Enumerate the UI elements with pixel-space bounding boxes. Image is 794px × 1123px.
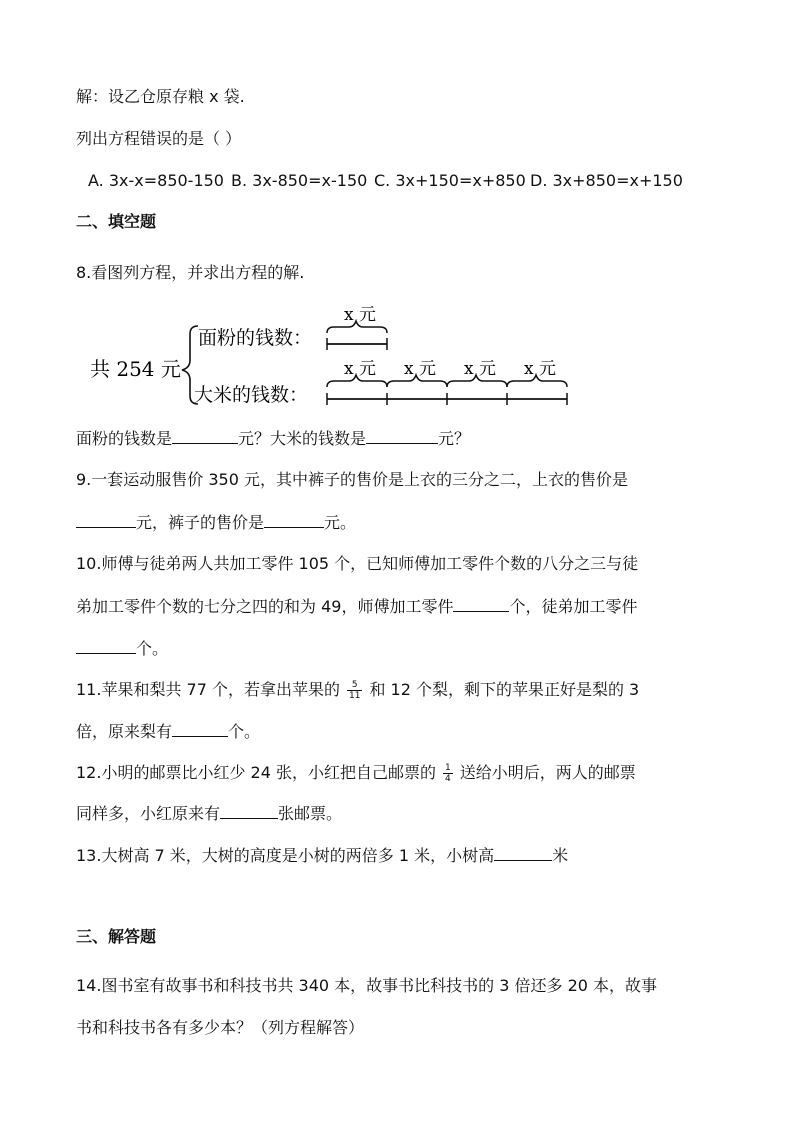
q13-blank-height[interactable]	[494, 844, 552, 861]
q8-answer-text-1: 面粉的钱数是	[76, 429, 173, 448]
q10-line3-text: 个。	[136, 639, 169, 658]
q10-blank-master[interactable]	[453, 595, 509, 612]
q10-line1: 10.师傅与徒弟两人共加工零件 105 个，已知师傅加工零件个数的八分之三与徒	[76, 554, 639, 573]
q12-blank-stamps[interactable]	[220, 802, 278, 819]
q9-blank-pants[interactable]	[264, 511, 324, 528]
q9-line2	[76, 511, 356, 534]
q7-option-c: C. 3x+150=x+850	[374, 171, 526, 190]
q12-line2-text-1: 同样多，小红原来有	[76, 804, 221, 823]
q10-blank-apprentice[interactable]	[76, 637, 136, 654]
q8-text: 8.看图列方程，并求出方程的解.	[76, 263, 305, 282]
q12-frac-num: 1	[444, 763, 451, 773]
q10-line2-text-2: 个，徒弟加工零件	[509, 597, 638, 616]
q12-fraction	[443, 763, 453, 784]
q9-line1: 9.一套运动服售价 350 元，其中裤子的售价是上衣的三分之二，上衣的售价是	[76, 470, 628, 489]
q7-option-d: D. 3x+850=x+150	[530, 171, 683, 190]
q11-line1-text-1: 11.苹果和梨共 77 个，若拿出苹果的	[76, 680, 340, 699]
q8-blank-rice[interactable]	[366, 427, 438, 444]
q14-line1: 14.图书室有故事书和科技书共 340 本，故事书比科技书的 3 倍还多 20 本，故事	[76, 976, 658, 995]
q12-line1-text-2: 送给小明后，两人的邮票	[459, 763, 636, 782]
q8-rice-unit-label-2: x 元	[404, 359, 436, 379]
q11-frac-den: 11	[348, 691, 361, 701]
q8-flour-brace	[327, 321, 387, 333]
q8-rice-unit-label-4: x 元	[524, 359, 556, 379]
q7-prompt: 列出方程错误的是（ ）	[76, 129, 242, 148]
q8-total-label: 共 254 元	[90, 357, 181, 381]
q8-rice-brace-1	[327, 375, 387, 387]
q8-diagram	[86, 300, 586, 410]
q10-line2-text-1: 弟加工零件个数的七分之四的和为 49，师傅加工零件	[76, 597, 454, 616]
q7-option-b: B. 3x-850=x-150	[231, 171, 368, 190]
q12-frac-den: 4	[444, 774, 451, 784]
q13-line1-text-1: 13.大树高 7 米，大树的高度是小树的两倍多 1 米，小树高	[76, 846, 495, 865]
q12-line1	[76, 762, 636, 784]
q8-rice-brace-3	[447, 375, 507, 387]
q12-line2	[76, 802, 342, 825]
q11-fraction	[347, 680, 362, 701]
q11-line1	[76, 679, 639, 701]
q12-line2-text-2: 张邮票。	[278, 804, 343, 823]
q8-rice-label: 大米的钱数：	[194, 384, 309, 406]
q8-rice-unit-label-1: x 元	[344, 359, 376, 379]
q8-blank-flour[interactable]	[172, 427, 238, 444]
q9-line2-text-1: 元，裤子的售价是	[136, 513, 265, 532]
q7-option-a: A. 3x-x=850-150	[88, 171, 224, 190]
q13-line1	[76, 844, 568, 867]
q11-line1-text-2: 和 12 个梨，剩下的苹果正好是梨的 3	[369, 680, 640, 699]
q11-line2-text-2: 个。	[228, 722, 261, 741]
section-heading-answer: 三、解答题	[76, 927, 157, 946]
q7-solution-intro: 解：设乙仓原存粮 x 袋.	[76, 87, 245, 106]
q9-line2-text-2: 元。	[324, 513, 357, 532]
q13-line1-text-2: 米	[552, 846, 569, 865]
q11-blank-pears[interactable]	[172, 720, 228, 737]
q10-line2	[76, 595, 637, 618]
q12-line1-text-1: 12.小明的邮票比小红少 24 张，小红把自己邮票的	[76, 763, 436, 782]
q8-rice-units	[327, 359, 567, 405]
q14-line2: 书和科技书各有多少本？（列方程解答）	[76, 1018, 365, 1037]
q11-line2-text-1: 倍，原来梨有	[76, 722, 173, 741]
q8-rice-brace-4	[507, 375, 567, 387]
q8-flour-label: 面粉的钱数：	[198, 327, 313, 349]
q8-answer-line	[76, 427, 470, 450]
q8-rice-unit-label-3: x 元	[464, 359, 496, 379]
q9-blank-jacket[interactable]	[76, 511, 136, 528]
q8-rice-brace-2	[387, 375, 447, 387]
q11-frac-num: 5	[347, 680, 362, 691]
q10-line3	[76, 637, 168, 660]
q8-answer-text-3: 元？	[438, 429, 471, 448]
q8-answer-text-2: 元？大米的钱数是	[238, 429, 367, 448]
section-heading-fill-blank: 二、填空题	[76, 212, 157, 231]
q11-line2	[76, 720, 260, 743]
q8-flour-unit-label: x 元	[344, 305, 376, 325]
